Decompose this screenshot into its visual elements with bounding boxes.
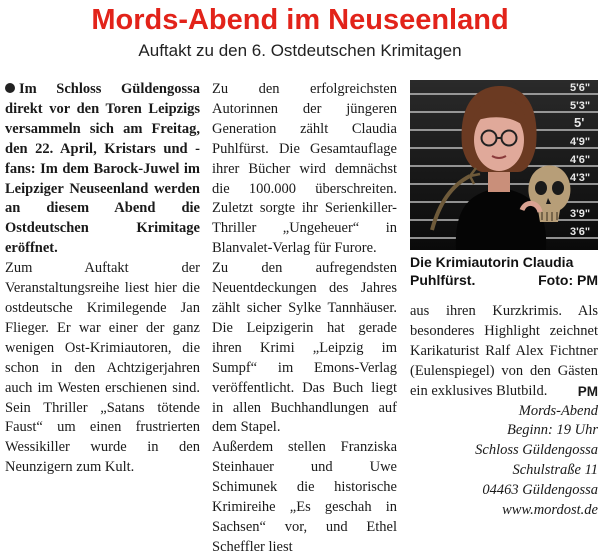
event-info-box (410, 402, 598, 521)
lead-text: Im Schloss Güldengossa direkt vor den Toren Leipzigs versammeln sich am Freitag, den 22. April, Kristars und -fans: Im dem Barock-Juwel im Leipziger Neuseenland werden an diesem Abend die Ostdeutschen Krimitage eröffnet. (5, 81, 200, 257)
event-time: Beginn: 19 Uhr (506, 422, 598, 439)
height-mark: 5'6" (570, 82, 591, 94)
column-2 (212, 80, 397, 558)
height-mark: 4'6" (570, 154, 591, 166)
body-paragraph-2a: Zu den erfolgreichsten Autorinnen der jüngeren Generation zählt Claudia Puhlfürst. Die Gesamtauflage ihrer Bücher wird demnächst die 100.000 überschreiten. Zuletzt sorgte ihr Serienkiller-Thriller „Ungeheuer“ in Blanvalet-Verlag für Furore. (212, 81, 397, 257)
body-3-text: aus ihren Kurzkrimis. Als besonderes Highlight zeichnet Karikaturist Ralf Alex Fichtner (Eulenspiegel) von den Gästen ein exklusives Blutbild. (410, 303, 598, 399)
body-paragraph-2b: Zu den aufregendsten Neuentdeckungen des Jahres zählt sicher Sylke Tannhäuser. Die Leipzigerin hat gerade ihren Krimi „Leipzig im Sumpf“ im Emons-Verlag veröffentlicht. Das Buch liegt in allen Buchhandlungen auf dem Stapel. (212, 260, 397, 436)
body-paragraph-1: Zum Auftakt der Veranstaltungsreihe liest hier die ostdeutsche Krimilegende Jan Flieger. Er war einer der ganz wenigen Ost-Krimiautoren, die schon in den Achtzigerjahren auch im Westen erschienen sind. Sein Thriller „Satans tötende Faust“ um einen frustrierten Wessikiller wurde in den Neunzigern zum Kult. (5, 260, 200, 476)
body-paragraph-2c: Außerdem stellen Franziska Steinhauer und Uwe Schimunek die historische Krimireihe „Es geschah in Sachsen“ vor, und Ethel Scheffler liest (212, 439, 397, 555)
event-street: Schulstraße 11 (512, 462, 598, 479)
height-mark: 5'3" (570, 100, 591, 112)
bullet-icon (5, 83, 15, 93)
body-paragraph-3 (410, 302, 598, 402)
caption-text: Die Krimiautorin Claudia Puhlfürst. (410, 254, 574, 288)
lead-paragraph (5, 80, 200, 259)
signature: PM (577, 383, 598, 399)
column-3 (410, 302, 598, 521)
event-city: 04463 Güldengossa (482, 482, 598, 499)
event-venue: Schloss Güldengossa (475, 442, 598, 459)
photo-caption (410, 253, 598, 289)
height-mark: 5' (574, 115, 585, 130)
height-mark: 4'3" (570, 172, 591, 184)
height-mark: 3'9" (570, 208, 591, 220)
subheadline: Auftakt zu den 6. Ostdeutschen Krimitagen (138, 41, 462, 60)
column-1 (5, 80, 200, 478)
lineup-photo-illustration (410, 80, 598, 250)
event-title: Mords-Abend (518, 402, 598, 419)
height-mark: 4'9" (570, 136, 591, 148)
headline: Mords-Abend im Neuseenland (91, 4, 509, 36)
event-url[interactable]: www.mordost.de (502, 502, 598, 519)
photo-credit: Foto: PM (538, 272, 598, 288)
author-photo (410, 80, 598, 250)
height-mark: 3'6" (570, 226, 591, 238)
